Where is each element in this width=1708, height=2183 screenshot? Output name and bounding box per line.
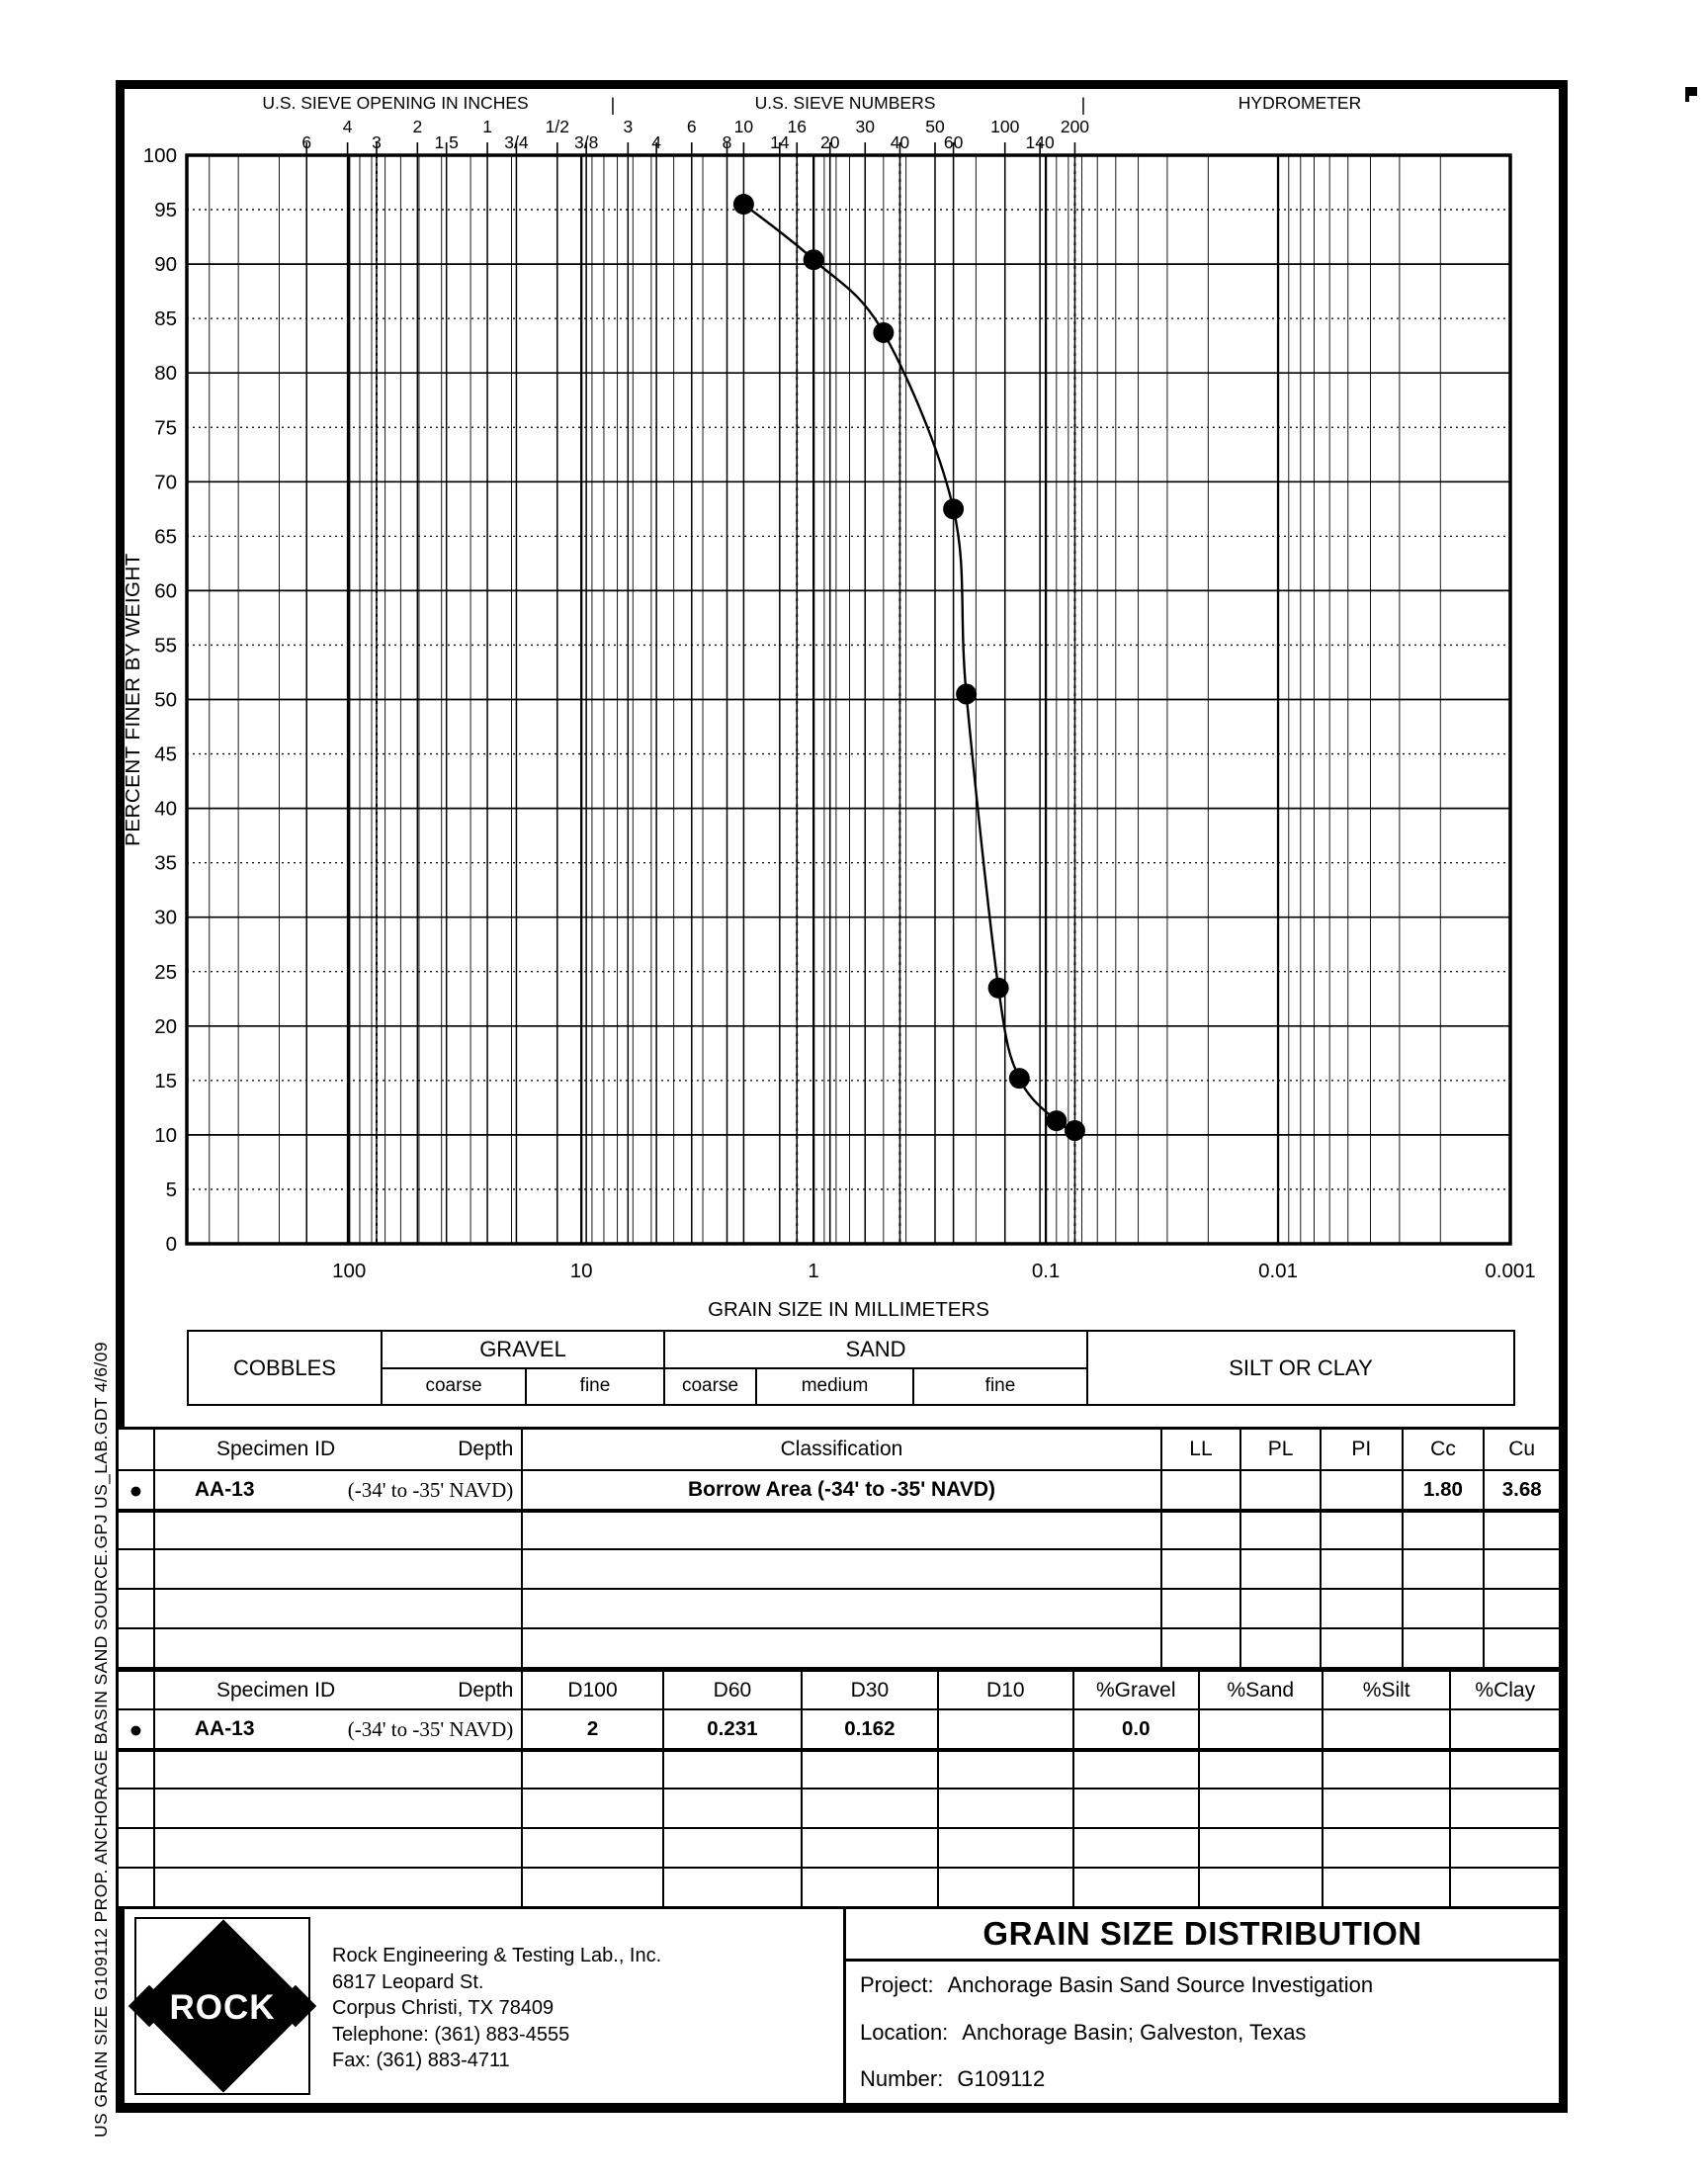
gravel-value (1072, 1710, 1197, 1748)
sieve-tick-label: 4 (342, 117, 353, 136)
gravel-header-text: %Gravel (1096, 1678, 1176, 1702)
axis-band-separator: | (610, 95, 616, 115)
ll-header-text: LL (1189, 1438, 1213, 1460)
specimen-bullet (119, 1710, 153, 1748)
gravel-value-text: 0.0 (1122, 1717, 1151, 1740)
empty-cell (1402, 1513, 1484, 1548)
y-tick-label: 40 (154, 797, 177, 821)
table1-empty-row (119, 1627, 1559, 1667)
empty-cell (153, 1752, 521, 1788)
depth-value: (-34' to -35' NAVD) (347, 1477, 514, 1502)
empty-cell (801, 1790, 936, 1827)
empty-cell (1320, 1590, 1402, 1627)
curve-data-point (873, 322, 894, 343)
y-tick-label: 35 (154, 851, 177, 875)
number-label: Number: (860, 2066, 944, 2092)
y-tick-label: 50 (154, 688, 177, 712)
empty-cell (153, 1550, 521, 1588)
sieve-tick-label: 30 (855, 117, 875, 136)
specimen-bullet (119, 1471, 153, 1509)
depth-value: (-34' to -35' NAVD) (347, 1716, 514, 1741)
empty-cell (1483, 1590, 1559, 1627)
company-info (332, 1943, 661, 2074)
empty-cell (662, 1790, 801, 1827)
empty-cell (153, 1629, 521, 1667)
x-tick-label: 0.1 (1031, 1260, 1061, 1282)
pl-header-text: PL (1267, 1438, 1294, 1460)
empty-cell (1072, 1829, 1197, 1867)
sieve-tick-label: 16 (787, 117, 807, 136)
sieve-tick-label: 40 (890, 132, 910, 152)
y-tick-label: 80 (154, 362, 177, 386)
empty-cell (1320, 1550, 1402, 1588)
soil-classification-bar (187, 1330, 1515, 1406)
cc-header-text: Cc (1430, 1438, 1456, 1460)
classbar-gravel-label: GRAVEL (479, 1336, 566, 1361)
empty-cell (1449, 1752, 1559, 1788)
empty-cell (937, 1790, 1072, 1827)
sieve-tick-label: 3 (372, 132, 382, 152)
d10-header-text: D10 (986, 1678, 1025, 1702)
classification-value-text: Borrow Area (-34' to -35' NAVD) (687, 1478, 995, 1501)
empty-cell (521, 1790, 661, 1827)
table1-empty-row (119, 1509, 1559, 1548)
empty-cell (662, 1829, 801, 1867)
classification-header-text: Classification (780, 1438, 903, 1460)
d100-header-text: D100 (567, 1678, 618, 1702)
classification-header (521, 1430, 1159, 1469)
sieve-tick-label: 2 (412, 117, 423, 136)
empty-cell (1160, 1629, 1240, 1667)
empty-cell (521, 1869, 661, 1906)
x-tick-label: 10 (569, 1260, 593, 1282)
company-city: Corpus Christi, TX 78409 (332, 1997, 555, 2019)
bullet-column-header (119, 1430, 153, 1469)
d100-header (521, 1672, 661, 1708)
empty-cell (153, 1869, 521, 1906)
location-row (846, 2009, 1559, 2056)
empty-cell (153, 1590, 521, 1627)
x-tick-label: 0.001 (1485, 1260, 1536, 1282)
curve-data-point (1046, 1110, 1067, 1131)
empty-cell (1449, 1790, 1559, 1827)
clay-header (1449, 1672, 1559, 1708)
sieve-tick-label: 100 (990, 117, 1020, 136)
empty-cell (1322, 1752, 1449, 1788)
d10-value (937, 1710, 1072, 1748)
empty-cell (119, 1590, 153, 1627)
d30-value-text: 0.162 (844, 1717, 896, 1740)
specimen-depth-header-cell (153, 1672, 521, 1708)
table1-data-row (119, 1469, 1559, 1509)
y-tick-label: 75 (154, 416, 177, 440)
report-title: GRAIN SIZE DISTRIBUTION (846, 1909, 1559, 1962)
curve-data-point (943, 498, 964, 519)
empty-cell (1239, 1550, 1320, 1588)
classification-value (521, 1471, 1159, 1509)
empty-cell (801, 1869, 936, 1906)
y-tick-label: 25 (154, 960, 177, 984)
logo-text: ROCK (169, 1988, 276, 2027)
project-value: Anchorage Basin Sand Source Investigation (947, 1971, 1374, 1997)
company-street: 6817 Leopard St. (332, 1970, 484, 1993)
y-tick-label: 70 (154, 471, 177, 494)
y-tick-label: 30 (154, 906, 177, 929)
y-tick-label: 90 (154, 253, 177, 277)
empty-cell (1322, 1790, 1449, 1827)
ll-value (1160, 1471, 1240, 1509)
classbar-cobbles: COBBLES (233, 1354, 336, 1380)
empty-cell (801, 1829, 936, 1867)
empty-cell (521, 1829, 661, 1867)
y-tick-label: 65 (154, 525, 177, 549)
x-tick-label: 100 (332, 1260, 367, 1282)
silt-header (1322, 1672, 1449, 1708)
empty-cell (153, 1513, 521, 1548)
empty-cell (119, 1629, 153, 1667)
classification-table (116, 1427, 1562, 1670)
table2-empty-row (119, 1827, 1559, 1867)
empty-cell (801, 1752, 936, 1788)
y-tick-label: 60 (154, 579, 177, 603)
cu-header-text: Cu (1508, 1438, 1536, 1460)
empty-cell (1483, 1550, 1559, 1588)
d30-header (801, 1672, 936, 1708)
d60-value (662, 1710, 801, 1748)
sieve-tick-label: 140 (1025, 132, 1055, 152)
gradation-table (116, 1669, 1562, 1909)
y-tick-label: 15 (154, 1069, 177, 1092)
cc-header (1402, 1430, 1484, 1469)
empty-cell (119, 1752, 153, 1788)
empty-cell (1483, 1513, 1559, 1548)
sieve-tick-label: 10 (733, 117, 754, 136)
sieve-tick-label: 1.5 (434, 132, 459, 152)
d100-value (521, 1710, 661, 1748)
table2-empty-row (119, 1748, 1559, 1788)
specimen-id-value: AA-13 (194, 1717, 255, 1740)
axis-band-header: U.S. SIEVE OPENING IN INCHES (262, 93, 529, 113)
cu-header (1483, 1430, 1559, 1469)
specimen-bullet-text: ● (128, 1476, 143, 1503)
sieve-tick-label: 6 (686, 117, 697, 136)
curve-data-point (1009, 1068, 1030, 1089)
empty-cell (1239, 1629, 1320, 1667)
x-axis-title: GRAIN SIZE IN MILLIMETERS (708, 1298, 989, 1321)
curve-data-point (804, 249, 824, 270)
bullet-column-header (119, 1672, 153, 1708)
y-tick-label: 55 (154, 634, 177, 657)
empty-cell (1402, 1629, 1484, 1667)
ll-header (1160, 1430, 1240, 1469)
location-label: Location: (860, 2019, 949, 2045)
empty-cell (1072, 1869, 1197, 1906)
empty-cell (521, 1590, 1159, 1627)
empty-cell (521, 1550, 1159, 1588)
curve-data-point (988, 978, 1009, 999)
y-tick-label: 10 (154, 1123, 177, 1147)
classbar-sand-fine: fine (912, 1369, 1086, 1405)
table1-header-row (119, 1430, 1559, 1469)
classbar-gravel-fine: fine (525, 1369, 663, 1405)
sieve-tick-label: 1 (482, 117, 492, 136)
empty-cell (119, 1513, 153, 1548)
empty-cell (1239, 1590, 1320, 1627)
axis-band-header: U.S. SIEVE NUMBERS (754, 93, 936, 113)
pl-value (1239, 1471, 1320, 1509)
sieve-tick-label: 4 (651, 132, 662, 152)
empty-cell (937, 1829, 1072, 1867)
empty-cell (1239, 1513, 1320, 1548)
table2-data-row (119, 1708, 1559, 1748)
number-row (846, 2055, 1559, 2103)
empty-cell (1402, 1550, 1484, 1588)
silt-value (1322, 1710, 1449, 1748)
y-tick-label: 0 (165, 1233, 177, 1256)
sieve-tick-label: 8 (722, 132, 732, 152)
empty-cell (662, 1752, 801, 1788)
sieve-tick-label: 6 (301, 132, 312, 152)
rock-logo (134, 1917, 310, 2095)
empty-cell (119, 1790, 153, 1827)
d30-header-text: D30 (850, 1678, 890, 1702)
cc-value-text: 1.80 (1423, 1478, 1463, 1501)
specimen-id-header: Specimen ID (215, 1438, 336, 1460)
classbar-silt-or-clay: SILT OR CLAY (1086, 1332, 1513, 1404)
y-tick-label: 95 (154, 199, 177, 222)
empty-cell (1483, 1629, 1559, 1667)
silt-header-text: %Silt (1362, 1678, 1410, 1702)
sieve-tick-label: 14 (770, 132, 790, 152)
empty-cell (1322, 1869, 1449, 1906)
empty-cell (1322, 1829, 1449, 1867)
sand-value (1198, 1710, 1322, 1748)
y-tick-label: 100 (142, 144, 177, 167)
axis-band-separator: | (1080, 95, 1086, 115)
gradation-curve (743, 205, 1074, 1131)
pi-header-text: PI (1351, 1438, 1372, 1460)
d60-header-text: D60 (713, 1678, 752, 1702)
empty-cell (1198, 1869, 1322, 1906)
sieve-tick-label: 60 (943, 132, 964, 152)
y-tick-label: 20 (154, 1014, 177, 1038)
table1-empty-row (119, 1588, 1559, 1627)
empty-cell (1320, 1513, 1402, 1548)
clay-value (1449, 1710, 1559, 1748)
empty-cell (1072, 1790, 1197, 1827)
empty-cell (521, 1752, 661, 1788)
project-row (846, 1962, 1559, 2009)
empty-cell (1072, 1752, 1197, 1788)
company-phone: Telephone: (361) 883-4555 (332, 2023, 570, 2046)
empty-cell (153, 1790, 521, 1827)
empty-cell (662, 1869, 801, 1906)
classbar-sand-medium: medium (755, 1369, 912, 1405)
y-tick-label: 5 (165, 1178, 177, 1201)
y-tick-label: 45 (154, 742, 177, 766)
x-tick-label: 0.01 (1258, 1260, 1298, 1282)
clay-header-text: %Clay (1475, 1678, 1536, 1702)
cu-value (1483, 1471, 1559, 1509)
title-block (116, 1906, 1562, 2106)
title-block-company-section (119, 1909, 846, 2103)
gravel-header (1072, 1672, 1197, 1708)
empty-cell (1198, 1790, 1322, 1827)
classbar-sand-label: SAND (845, 1336, 906, 1361)
sieve-tick-label: 3 (623, 117, 634, 136)
pl-header (1239, 1430, 1320, 1469)
d100-value-text: 2 (586, 1717, 599, 1740)
classbar-sand (663, 1332, 1086, 1404)
specimen-depth-cell (153, 1471, 521, 1509)
empty-cell (153, 1829, 521, 1867)
empty-cell (1160, 1550, 1240, 1588)
empty-cell (521, 1629, 1159, 1667)
sidebar-filename-text: US GRAIN SIZE G109112 PROP. ANCHORAGE BASIN SAND SOURCE.GPJ US_LAB.GDT 4/6/09 (91, 1342, 111, 2138)
sieve-tick-label: 3/4 (504, 132, 529, 152)
empty-cell (119, 1829, 153, 1867)
depth-header: Depth (458, 1678, 514, 1702)
curve-data-point (956, 683, 977, 704)
d10-header (937, 1672, 1072, 1708)
y-tick-label: 85 (154, 307, 177, 331)
table1-empty-row (119, 1548, 1559, 1588)
empty-cell (1160, 1590, 1240, 1627)
empty-cell (1198, 1752, 1322, 1788)
y-axis-title: PERCENT FINER BY WEIGHT (122, 553, 144, 846)
empty-cell (119, 1869, 153, 1906)
table2-header-row (119, 1672, 1559, 1708)
empty-cell (1402, 1590, 1484, 1627)
empty-cell (1198, 1829, 1322, 1867)
pi-header (1320, 1430, 1402, 1469)
title-block-project-section (846, 1909, 1559, 2103)
cc-value (1402, 1471, 1484, 1509)
empty-cell (1320, 1629, 1402, 1667)
empty-cell (1160, 1513, 1240, 1548)
x-tick-label: 1 (808, 1260, 819, 1282)
cu-value-text: 3.68 (1501, 1478, 1542, 1501)
empty-cell (119, 1550, 153, 1588)
specimen-id-value: AA-13 (194, 1478, 255, 1501)
d60-value-text: 0.231 (707, 1717, 758, 1740)
axis-band-header: HYDROMETER (1238, 93, 1362, 113)
curve-data-point (1065, 1120, 1085, 1141)
curve-data-point (733, 194, 754, 215)
project-label: Project: (860, 1971, 934, 1997)
company-fax: Fax: (361) 883-4711 (332, 2050, 510, 2071)
table2-empty-row (119, 1788, 1559, 1827)
empty-cell (1449, 1829, 1559, 1867)
empty-cell (937, 1752, 1072, 1788)
empty-cell (937, 1869, 1072, 1906)
classbar-sand-coarse: coarse (681, 1375, 739, 1397)
pi-value (1320, 1471, 1402, 1509)
number-value: G109112 (957, 2066, 1046, 2092)
location-value: Anchorage Basin; Galveston, Texas (962, 2019, 1307, 2045)
specimen-depth-cell (153, 1710, 521, 1748)
sieve-tick-label: 20 (819, 132, 840, 152)
table2-empty-row (119, 1867, 1559, 1906)
sieve-tick-label: 50 (925, 117, 945, 136)
sieve-tick-label: 3/8 (573, 132, 599, 152)
specimen-depth-header-cell (153, 1430, 521, 1469)
classbar-gravel-coarse: coarse (425, 1375, 482, 1397)
depth-header: Depth (458, 1438, 514, 1460)
sand-header (1198, 1672, 1322, 1708)
specimen-id-header: Specimen ID (215, 1678, 336, 1702)
classbar-gravel (381, 1332, 663, 1404)
d30-value (801, 1710, 936, 1748)
empty-cell (521, 1513, 1159, 1548)
d60-header (662, 1672, 801, 1708)
sieve-tick-label: 200 (1060, 117, 1090, 136)
sieve-tick-label: 1/2 (545, 117, 569, 136)
sand-header-text: %Sand (1227, 1678, 1295, 1702)
company-name: Rock Engineering & Testing Lab., Inc. (332, 1945, 662, 1966)
specimen-bullet-text: ● (128, 1715, 143, 1742)
empty-cell (1449, 1869, 1559, 1906)
